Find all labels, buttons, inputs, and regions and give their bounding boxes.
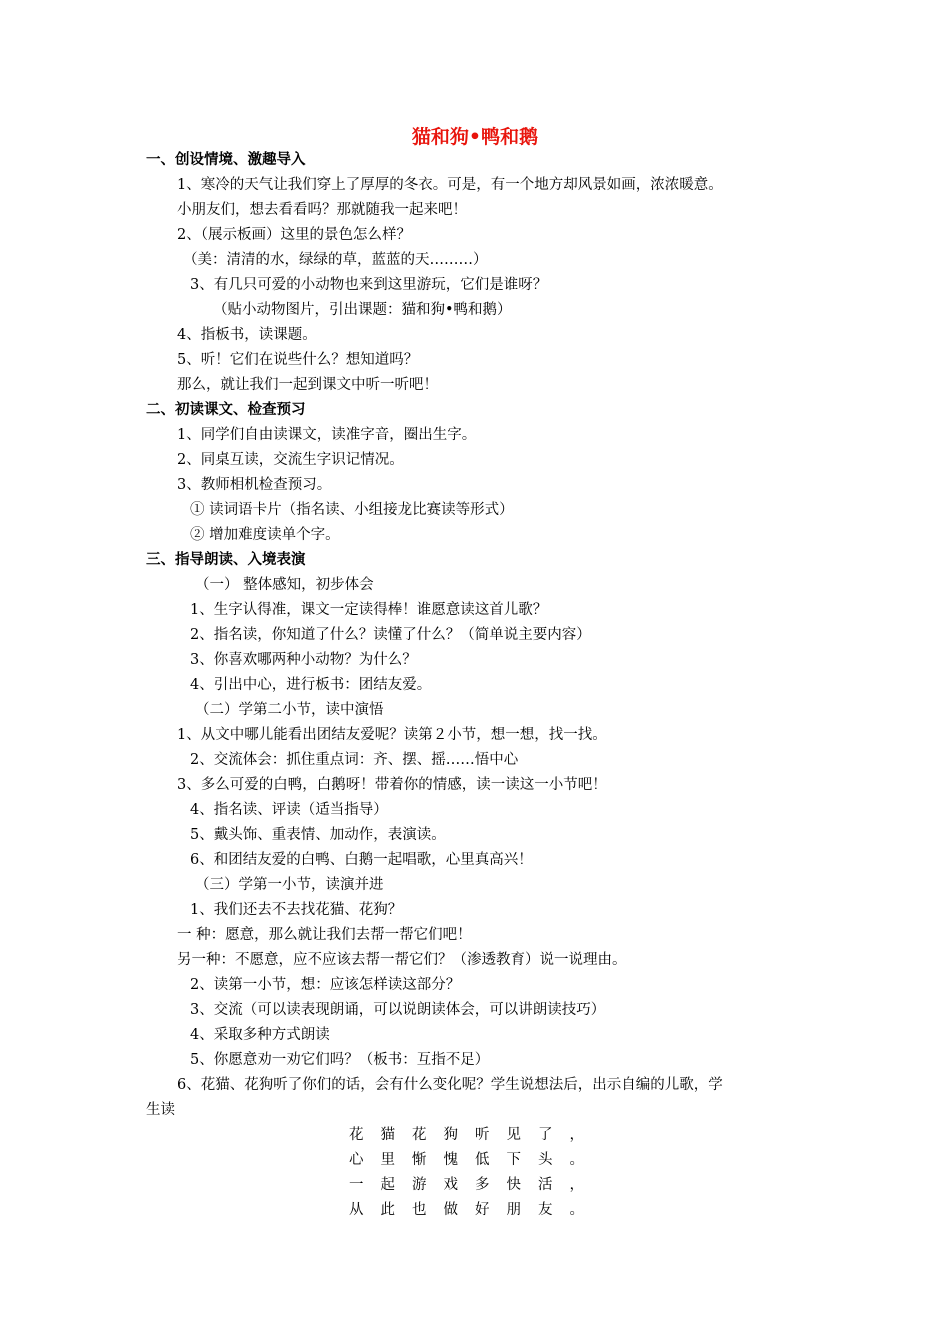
paragraph-line: 2、（展示板画）这里的景色怎么样？: [177, 227, 411, 243]
paragraph-line: 6、花猫、花狗听了你们的话，会有什么变化呢？学生说想法后，出示自编的儿歌，学: [177, 1077, 723, 1093]
paragraph-line: （一） 整体感知，初步体会: [195, 577, 374, 593]
paragraph-line: 1、同学们自由读课文，读准字音，圈出生字。: [177, 427, 477, 443]
paragraph-line: （二）学第二小节，读中演悟: [195, 702, 384, 718]
paragraph-line: 另一种：不愿意，应不应该去帮一帮它们？（渗透教育）说一说理由。: [177, 952, 627, 968]
paragraph-line: 6、和团结友爱的白鸭、白鹅一起唱歌，心里真高兴！: [190, 852, 533, 868]
poem-line: 花猫花狗听见了，: [349, 1127, 601, 1143]
paragraph-line: ① 读词语卡片（指名读、小组接龙比赛读等形式）: [190, 502, 514, 518]
paragraph-line: 2、读第一小节，想：应该怎样读这部分？: [190, 977, 461, 993]
paragraph-line: 3、交流（可以读表现朗诵，可以说朗读体会，可以讲朗读技巧）: [190, 1002, 606, 1018]
paragraph-line: 2、交流体会：抓住重点词：齐、摆、摇……悟中心: [190, 752, 519, 768]
paragraph-line: 1、寒冷的天气让我们穿上了厚厚的冬衣。可是，有一个地方却风景如画，浓浓暖意。: [177, 177, 723, 193]
paragraph-line: ② 增加难度读单个字。: [190, 527, 340, 543]
paragraph-line: 那么，就让我们一起到课文中听一听吧！: [177, 377, 438, 393]
paragraph-line: 2、指名读，你知道了什么？读懂了什么？（简单说主要内容）: [190, 627, 591, 643]
paragraph-line: 5、听！它们在说些什么？想知道吗？: [177, 352, 419, 368]
paragraph-line: 一 种：愿意，那么就让我们去帮一帮它们吧！: [177, 927, 472, 943]
paragraph-line: 4、指板书，读课题。: [177, 327, 317, 343]
paragraph-line: （贴小动物图片，引出课题：猫和狗•鸭和鹅）: [213, 302, 512, 318]
paragraph-line: 1、从文中哪儿能看出团结友爱呢？读第２小节，想一想，找一找。: [177, 727, 607, 743]
paragraph-line: 小朋友们，想去看看吗？那就随我一起来吧！: [177, 202, 467, 218]
paragraph-line: （美：清清的水，绿绿的草，蓝蓝的天………）: [183, 252, 488, 268]
poem-line: 从此也做好朋友。: [349, 1202, 601, 1218]
paragraph-line: 1、生字认得准，课文一定读得棒！谁愿意读这首儿歌？: [190, 602, 548, 618]
poem-line: 一起游戏多快活，: [349, 1177, 601, 1193]
paragraph-line: 生读: [146, 1102, 175, 1118]
page-title: 猫和狗•鸭和鹅: [411, 126, 539, 148]
paragraph-line: 4、采取多种方式朗读: [190, 1027, 330, 1043]
paragraph-line: 4、指名读、评读（适当指导）: [190, 802, 388, 818]
paragraph-line: （三）学第一小节，读演并进: [195, 877, 384, 893]
paragraph-line: 2、同桌互读，交流生字识记情况。: [177, 452, 404, 468]
section-heading-1: 一、创设情境、激趣导入: [146, 152, 306, 168]
paragraph-line: 1、我们还去不去找花猫、花狗？: [190, 902, 403, 918]
section-heading-2: 二、初读课文、检查预习: [146, 402, 306, 418]
poem-line: 心里惭愧低下头。: [349, 1152, 601, 1168]
paragraph-line: 5、你愿意劝一劝它们吗？（板书：互指不足）: [190, 1052, 490, 1068]
paragraph-line: 3、多么可爱的白鸭，白鹅呀！带着你的情感，读一读这一小节吧！: [177, 777, 607, 793]
paragraph-line: 4、引出中心，进行板书：团结友爱。: [190, 677, 432, 693]
paragraph-line: 5、戴头饰、重表情、加动作，表演读。: [190, 827, 446, 843]
paragraph-line: 3、有几只可爱的小动物也来到这里游玩，它们是谁呀？: [190, 277, 548, 293]
paragraph-line: 3、你喜欢哪两种小动物？为什么？: [190, 652, 417, 668]
section-heading-3: 三、指导朗读、入境表演: [146, 552, 306, 568]
paragraph-line: 3、教师相机检查预习。: [177, 477, 332, 493]
